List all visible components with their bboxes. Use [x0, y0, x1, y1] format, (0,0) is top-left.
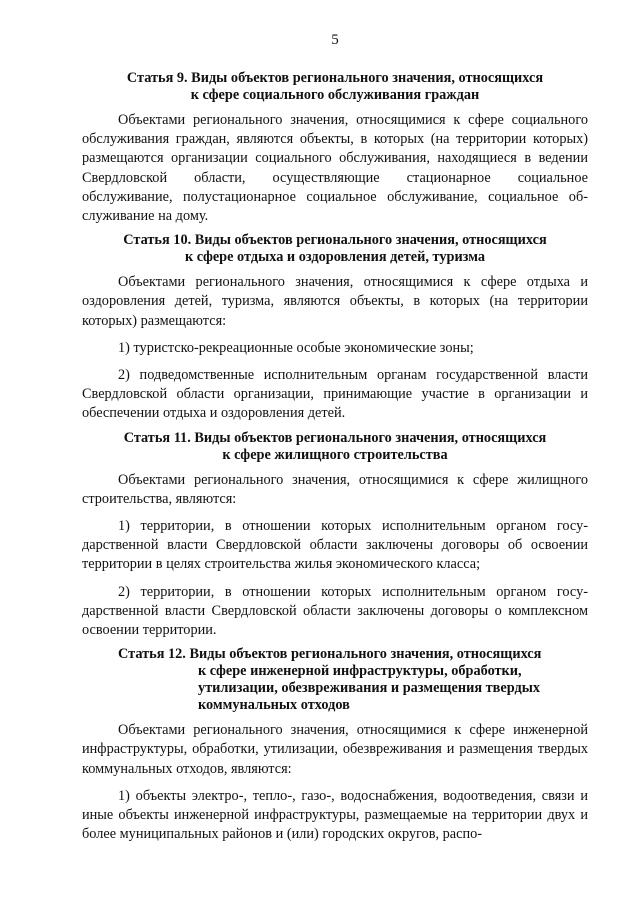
- article-title-line: утилизации, обезвреживания и размещения твердых: [198, 680, 541, 697]
- article-12: [82, 646, 588, 844]
- article-title: [82, 646, 588, 714]
- article-title: [82, 70, 588, 104]
- article-title-line: коммунальных отходов: [198, 697, 350, 714]
- article-title-line: к сфере социального обслуживания граждан: [190, 87, 480, 103]
- paragraph: Объектами регионального значения, относящимися к сфере инженерной инфраструктуры, обработки, утилизации, обезвреживания и размещения твердых коммунальных отходов, являются:: [82, 722, 588, 777]
- article-title-line: Статья 9. Виды объектов регионального значения, относящихся: [126, 70, 544, 86]
- article-title-line: к сфере жилищного строительства: [222, 446, 448, 463]
- document-page: [82, 30, 588, 852]
- page-number: 5: [331, 32, 339, 48]
- paragraph: 1) территории, в отношении которых исполнительным органом государственной власти Свердловской области заключены договоры об освоении территории в целях строительства жилья экономического класса;: [82, 518, 588, 573]
- paragraph: Объектами регионального значения, относящимися к сфере отдыха и оздоровления детей, туризма, являются объекты, в которых (на территории которых) размещаются:: [82, 274, 588, 329]
- article-title: [82, 430, 588, 464]
- article-title-line: к сфере отдыха и оздоровления детей, туризма: [184, 249, 486, 266]
- paragraph: Объектами регионального значения, относящимися к сфере жилищного строительства, являются:: [82, 471, 588, 507]
- paragraph: 1) объекты электро-, тепло-, газо-, водоснабжения, водоотведения, связи и иные объекты инженерной инфраструктуры, размещаемые на территории двух и более муниципальных районов и (или) городских округов, распо-: [82, 787, 588, 843]
- article-9: [82, 70, 588, 226]
- paragraph: 2) подведомственные исполнительным органам государственной власти Свердловской области организации, принимающие участие в организации и обеспечении отдыха и оздоровления детей.: [82, 367, 588, 422]
- article-title-line: к сфере инженерной инфраструктуры, обработки,: [198, 663, 522, 680]
- article-title-line: Статья 12. Виды объектов регионального значения, относящихся: [118, 646, 542, 663]
- article-11: [82, 430, 588, 641]
- article-title-line: Статья 10. Виды объектов регионального значения, относящихся: [123, 232, 547, 249]
- paragraph: 1) туристско-рекреационные особые экономические зоны;: [118, 339, 474, 356]
- article-title-line: Статья 11. Виды объектов регионального значения, относящихся: [123, 429, 547, 446]
- article-10: [82, 232, 588, 423]
- paragraph: Объектами регионального значения, относящимися к сфере социального обслуживания граждан, являются объекты, в которых (на территории которых) размещаются организации социального обслуживания, находящиеся в ведении Свердловской области, осуществляющие стационарное социальное обслуживание, полустационарное социальное обслуживание, социальное обслуживание на дому.: [82, 112, 588, 225]
- article-title: [82, 232, 588, 266]
- paragraph: 2) территории, в отношении которых исполнительным органом государственной власти Свердловской области заключены договоры о комплексном освоении территории.: [82, 583, 588, 639]
